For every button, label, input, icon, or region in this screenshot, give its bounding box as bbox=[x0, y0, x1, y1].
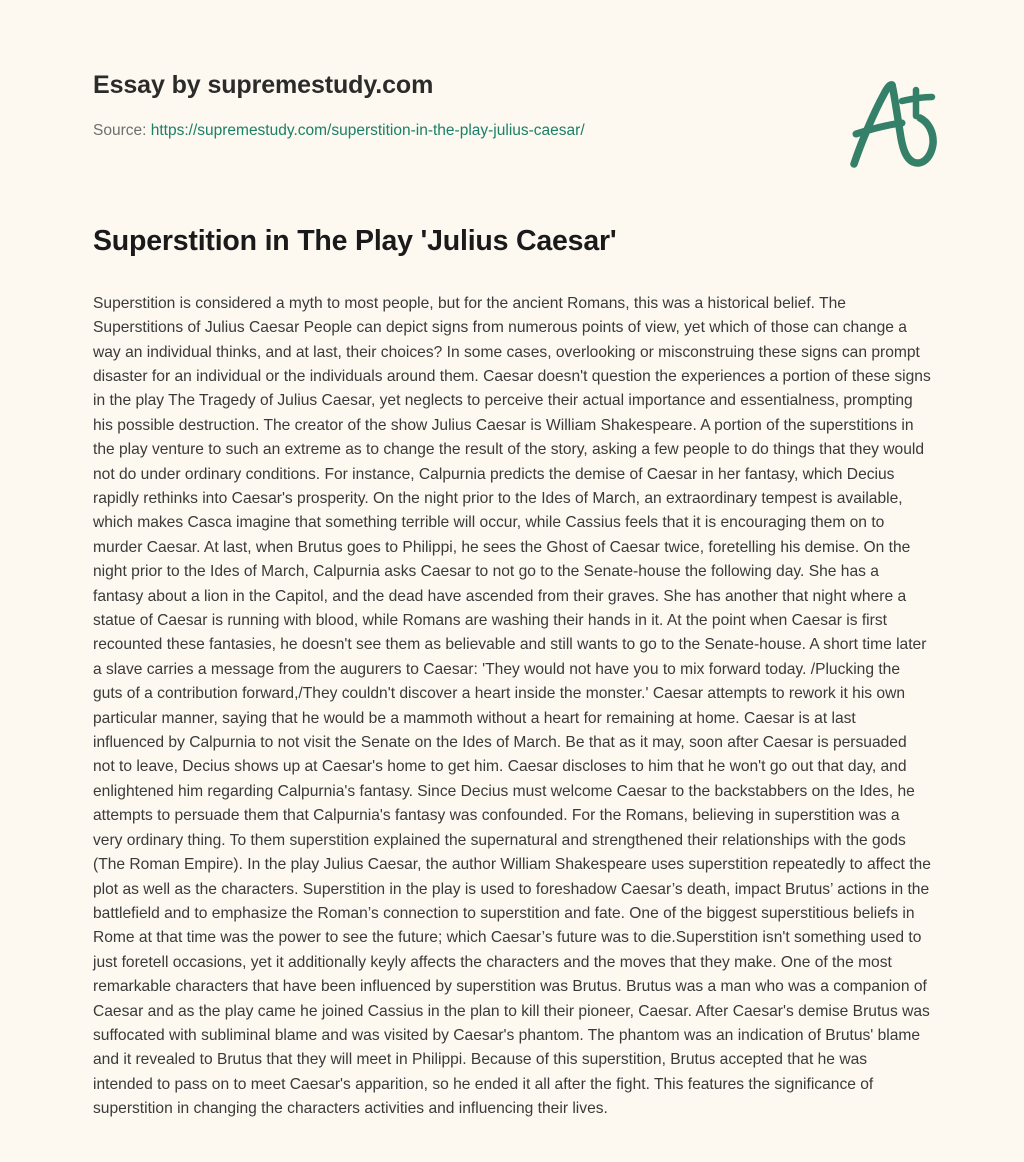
article bbox=[0, 141, 1024, 1161]
source-url-link[interactable]: https://supremestudy.com/superstition-in-the-play-julius-caesar/ bbox=[150, 122, 585, 139]
source-label: Source: bbox=[93, 122, 147, 139]
page-title: Superstition in The Play 'Julius Caesar' bbox=[93, 225, 617, 258]
source-line bbox=[93, 121, 931, 141]
article-body-text: Superstition is considered a myth to most people, but for the ancient Romans, this was a historical belief. The Superstitions of Julius Caesar People can depict signs from numerous points of view, yet which of those can change a way an individual thinks, and at last, their choices? In some cases, overlooking or misconstruing these signs can prompt disaster for an individual or the individuals around them. Caesar doesn't question the experiences a portion of these signs in the play The Tragedy of Julius Caesar, yet neglects to perceive their actual importance and essentialness, prompting his possible destruction. The creator of the show Julius Caesar is William Shakespeare. A portion of the superstitions in the play venture to such an extreme as to change the result of the story, asking a few people to do things that they would not do under ordinary conditions. For instance, Calpurnia predicts the demise of Caesar in her fantasy, which Decius rapidly rethinks into Caesar's prosperity. On the night prior to the Ides of March, an extraordinary tempest is available, which makes Casca imagine that something terrible will occur, while Cassius feels that it is encouraging them on to murder Caesar. At last, when Brutus goes to Philippi, he sees the Ghost of Caesar twice, foretelling his demise. On the night prior to the Ides of March, Calpurnia asks Caesar to not go to the Senate-house the following day. She has a fantasy about a lion in the Capitol, and the dead have ascended from their graves. She has another that night where a statue of Caesar is running with blood, while Romans are washing their hands in it. At the point when Caesar is first recounted these fantasies, he doesn't see them as believable and still wants to go to the Senate-house. A short time later a slave carries a message from the augurers to Caesar: 'They would not have you to mix forward today. /Plucking the guts of a contribution forward,/They couldn't discover a heart inside the monster.' Caesar attempts to rework it his own particular manner, saying that he would be a mammoth without a heart for remaining at home. Caesar is at last influenced by Calpurnia to not visit the Senate on the Ides of March. Be that as it may, soon after Caesar is persuaded not to leave, Decius shows up at Caesar's home to get him. Caesar discloses to him that he won't go out that day, and enlightened him regarding Calpurnia's fantasy. Since Decius must welcome Caesar to the backstabbers on the Ides, he attempts to persuade them that Calpurnia's fantasy was confounded. For the Romans, believing in superstition was a very ordinary thing. To them superstition explained the supernatural and strengthened their relationships with the gods (The Roman Empire). In the play Julius Caesar, the author William Shakespeare uses superstition repeatedly to affect the plot as well as the characters. Superstition in the play is used to foreshadow Caesar’s death, impact Brutus’ actions in the battlefield and to emphasize the Roman’s connection to superstition and fate. One of the biggest superstitious beliefs in Rome at that time was the power to see the future; which Caesar’s future was to die.Superstition isn't something used to just foretell occasions, yet it additionally keyly affects the characters and the moves that they make. One of the most remarkable characters that have been influenced by superstition was Brutus. Brutus was a man who was a companion of Caesar and as the play came he joined Cassius in the plan to kill their pioneer, Caesar. After Caesar's demise Brutus was suffocated with subliminal blame and was visited by Caesar's phantom. The phantom was an indication of Brutus' blame and it revealed to Brutus that they will meet in Philippi. Because of this superstition, Brutus accepted that he was intended to pass on to meet Caesar's apparition, so he ended it all after the fight. This features the significance of superstition in changing the characters activities and influencing their lives. bbox=[93, 294, 931, 1118]
site-title: Essay by supremestudy.com bbox=[93, 71, 434, 99]
page-header bbox=[0, 0, 1024, 141]
a-plus-logo-svg bbox=[834, 68, 946, 180]
a-plus-logo-icon bbox=[834, 68, 946, 180]
